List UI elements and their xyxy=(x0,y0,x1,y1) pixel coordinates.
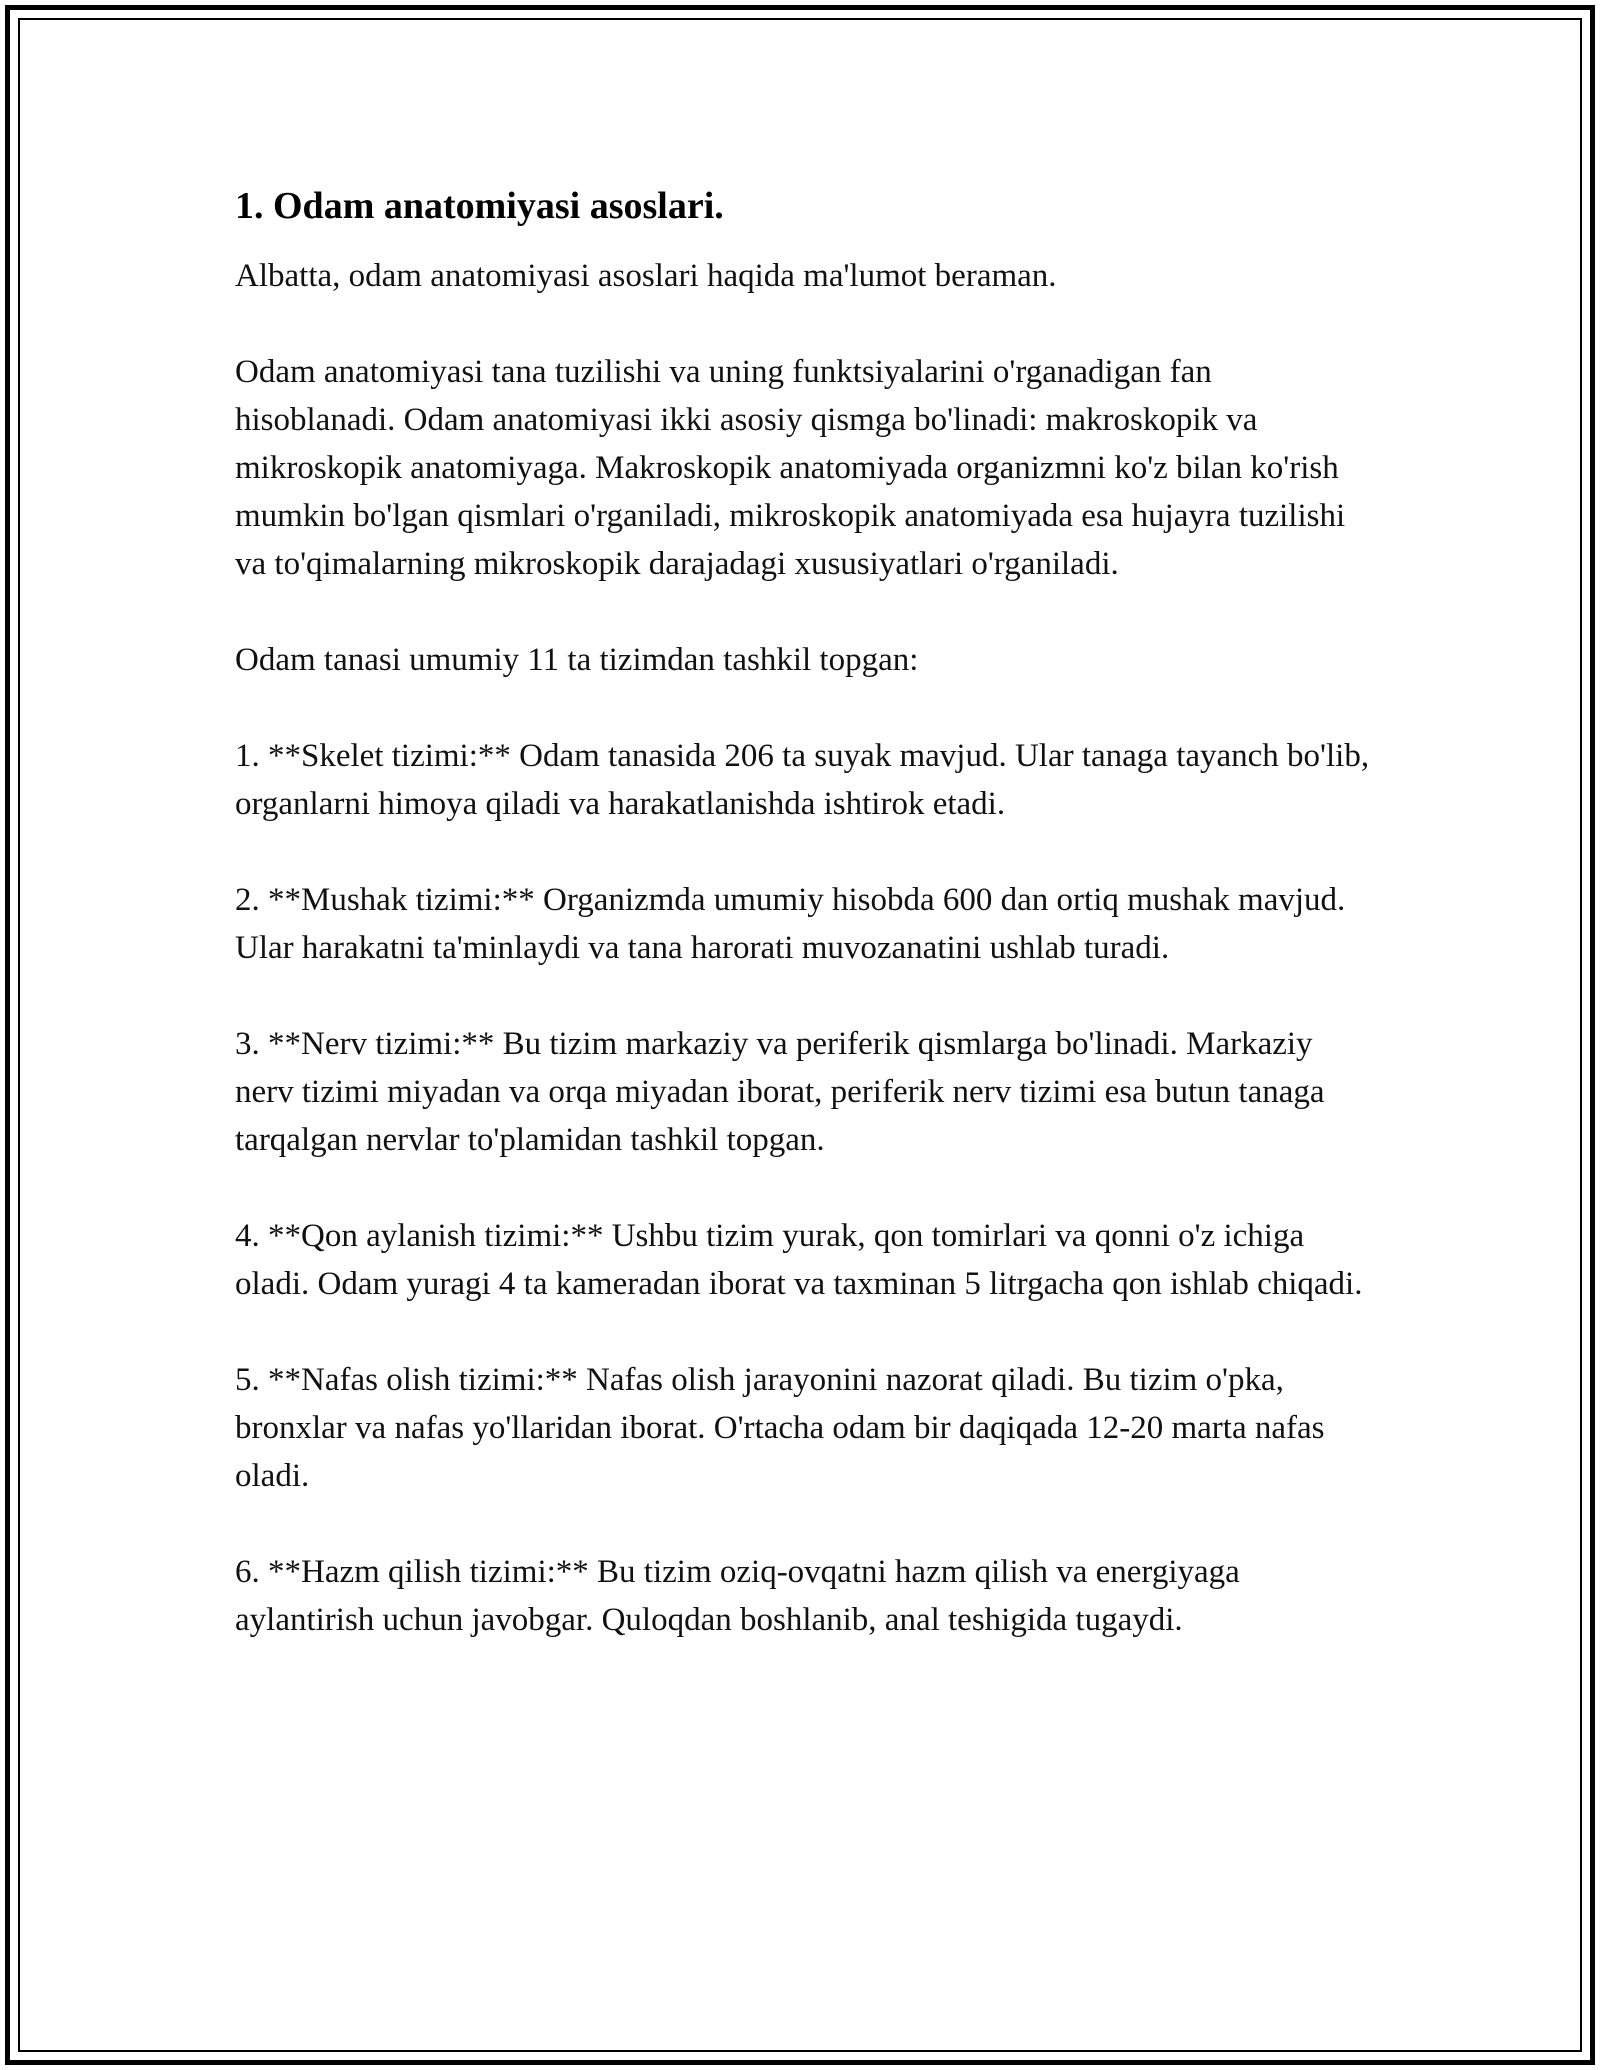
intro-paragraph: Albatta, odam anatomiyasi asoslari haqida ma'lumot beraman. xyxy=(235,258,1057,294)
list-item-digestive-system: 6. **Hazm qilish tizimi:** Bu tizim oziq-ovqatni hazm qilish va energiyaga aylantirish uchun javobgar. Quloqdan boshlanib, anal teshigida tugaydi. xyxy=(235,1554,1240,1638)
list-item-nervous-system: 3. **Nerv tizimi:** Bu tizim markaziy va periferik qismlarga bo'linadi. Markaziy nerv tizimi miyadan va orqa miyadan iborat, periferik nerv tizimi esa butun tanaga tarqalgan nervlar to'plamidan tashkil topgan. xyxy=(235,1026,1325,1158)
document-body xyxy=(235,182,1375,1692)
document-title: 1. Odam anatomiyasi asoslari. xyxy=(235,185,724,227)
list-item-muscular-system: 2. **Mushak tizimi:** Organizmda umumiy hisobda 600 dan ortiq mushak mavjud. Ular harakatni ta'minlaydi va tana harorati muvozanatini ushlab turadi. xyxy=(235,882,1346,966)
definition-paragraph: Odam anatomiyasi tana tuzilishi va uning funktsiyalarini o'rganadigan fan hisoblanadi. Odam anatomiyasi ikki asosiy qismga bo'linadi: makroskopik va mikroskopik anatomiyaga. Makroskopik anatomiyada organizmni ko'z bilan ko'rish mumkin bo'lgan qismlari o'rganiladi, mikroskopik anatomiyada esa hujayra tuzilishi va to'qimalarning mikroskopik darajadagi xususiyatlari o'rganiladi. xyxy=(235,354,1346,582)
systems-intro-paragraph: Odam tanasi umumiy 11 ta tizimdan tashkil topgan: xyxy=(235,642,919,678)
list-item-respiratory-system: 5. **Nafas olish tizimi:** Nafas olish jarayonini nazorat qiladi. Bu tizim o'pka, bronxlar va nafas yo'llaridan iborat. O'rtacha odam bir daqiqada 12-20 marta nafas oladi. xyxy=(235,1362,1325,1494)
list-item-circulatory-system: 4. **Qon aylanish tizimi:** Ushbu tizim yurak, qon tomirlari va qonni o'z ichiga oladi. Odam yuragi 4 ta kameradan iborat va taxminan 5 litrgacha qon ishlab chiqadi. xyxy=(235,1218,1363,1302)
list-item-skeletal-system: 1. **Skelet tizimi:** Odam tanasida 206 ta suyak mavjud. Ular tanaga tayanch bo'lib, organlarni himoya qiladi va harakatlanishda ishtirok etadi. xyxy=(235,738,1370,822)
